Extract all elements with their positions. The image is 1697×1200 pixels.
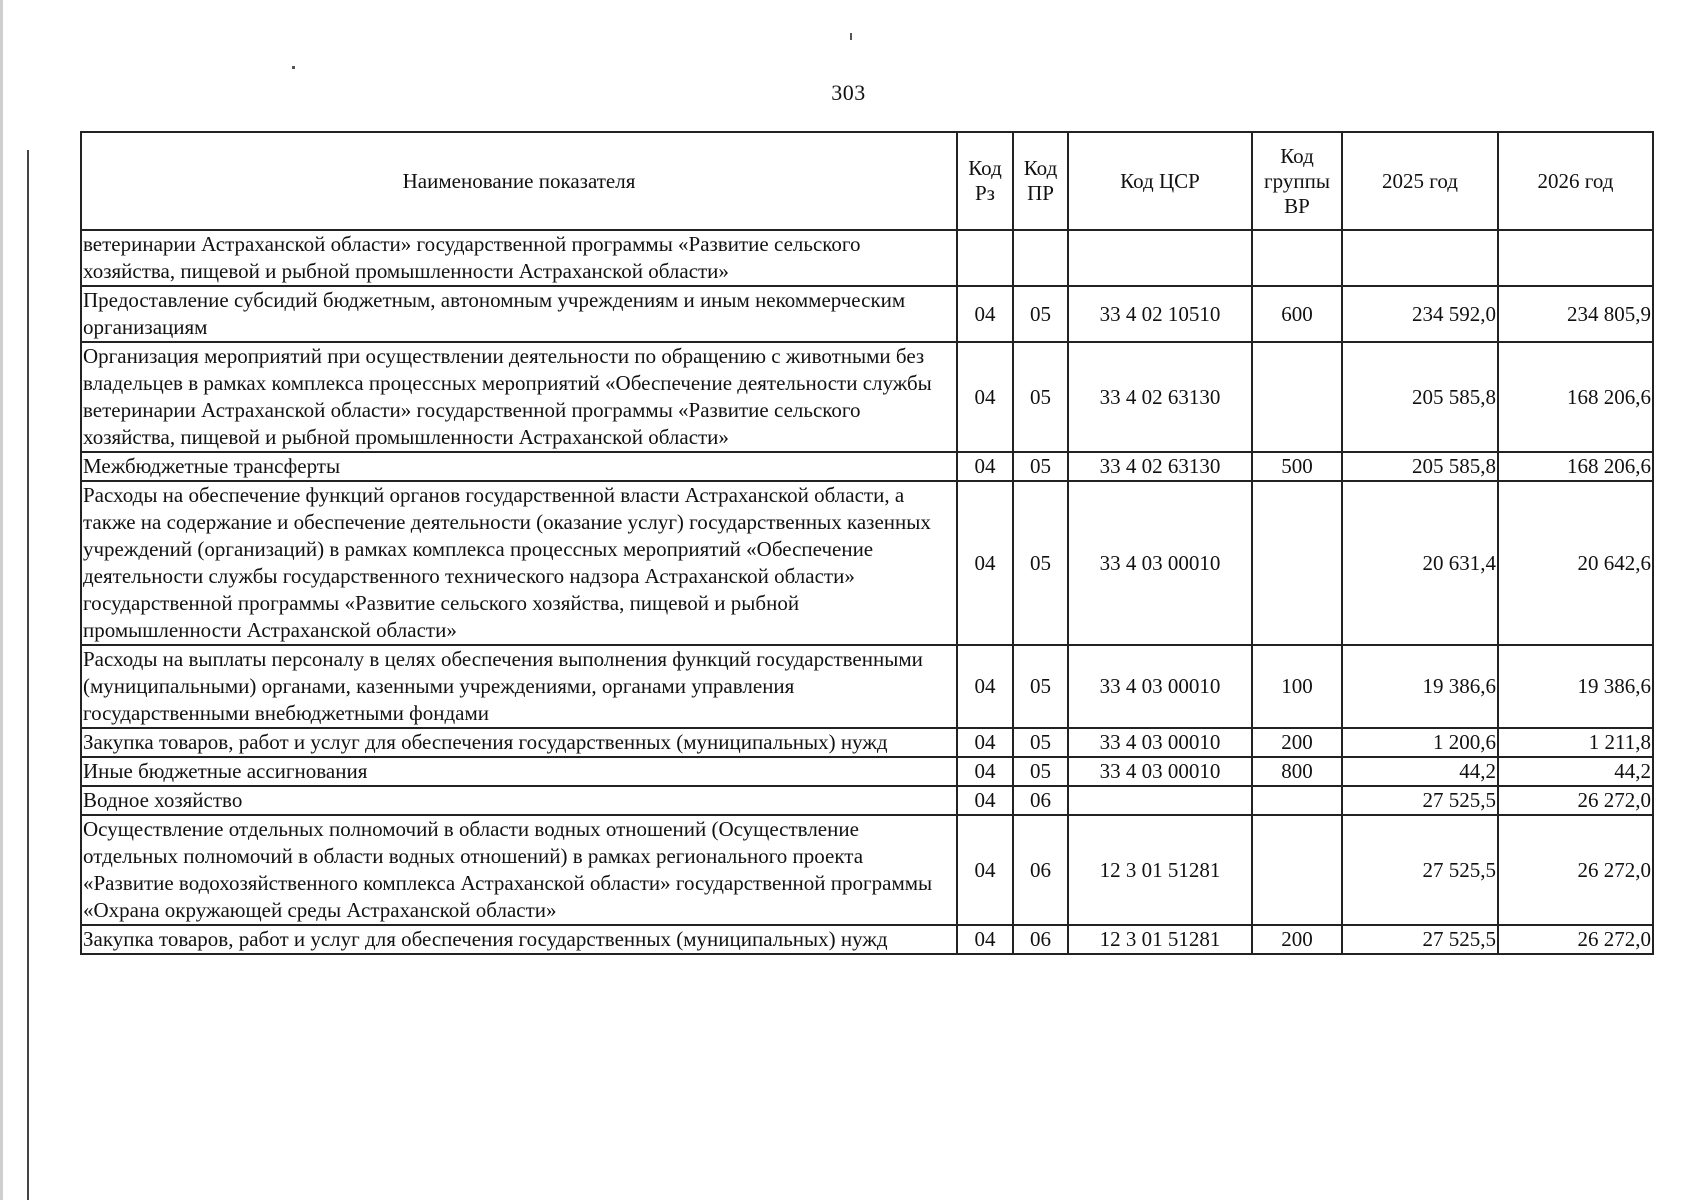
cell-rz: 04 [957,645,1013,728]
cell-pr: 05 [1013,452,1068,481]
cell-csr: 33 4 02 63130 [1068,452,1252,481]
table-row [81,645,1653,728]
cell-vr [1252,786,1342,815]
cell-2026 [1498,230,1653,286]
cell-name: Организация мероприятий при осуществлении деятельности по обращению с животными без владельцев в рамках комплекса процессных мероприятий «Обеспечение деятельности службы ветеринарии Астраханской области» государственной программы «Развитие сельского хозяйства, пищевой и рыбной промышленности Астраханской области» [81,342,957,452]
scan-speck [850,33,852,40]
table-row [81,230,1653,286]
cell-2026: 44,2 [1498,757,1653,786]
page-number: 303 [831,80,866,105]
cell-2026: 26 272,0 [1498,786,1653,815]
cell-name: Водное хозяйство [81,786,957,815]
cell-rz [957,230,1013,286]
cell-csr: 33 4 03 00010 [1068,757,1252,786]
cell-2025: 205 585,8 [1342,452,1498,481]
header-pr: Код ПР [1013,132,1068,230]
cell-pr: 06 [1013,815,1068,925]
header-vr: Код группы ВР [1252,132,1342,230]
cell-pr: 06 [1013,786,1068,815]
header-csr: Код ЦСР [1068,132,1252,230]
scan-speck [292,66,295,69]
table-row [81,342,1653,452]
cell-2025: 20 631,4 [1342,481,1498,645]
cell-2026: 1 211,8 [1498,728,1653,757]
cell-pr: 05 [1013,286,1068,342]
cell-vr [1252,815,1342,925]
binding-line [27,150,29,1200]
cell-2026: 20 642,6 [1498,481,1653,645]
cell-csr [1068,786,1252,815]
cell-rz: 04 [957,925,1013,954]
table-row [81,481,1653,645]
cell-csr [1068,230,1252,286]
cell-name: Расходы на обеспечение функций органов государственной власти Астраханской области, а также на содержание и обеспечение деятельности (оказание услуг) государственных казенных учреждений (организаций) в рамках комплекса процессных мероприятий «Обеспечение деятельности службы государственного технического надзора Астраханской области» государственной программы «Развитие сельского хозяйства, пищевой и рыбной промышленности Астраханской области» [81,481,957,645]
cell-2025: 205 585,8 [1342,342,1498,452]
cell-rz: 04 [957,786,1013,815]
table-header [81,132,1653,230]
cell-2026: 168 206,6 [1498,342,1653,452]
table-row [81,925,1653,954]
cell-name: Предоставление субсидий бюджетным, автономным учреждениям и иным некоммерческим организациям [81,286,957,342]
cell-2026: 19 386,6 [1498,645,1653,728]
cell-csr: 33 4 03 00010 [1068,645,1252,728]
cell-2025: 19 386,6 [1342,645,1498,728]
cell-csr: 33 4 03 00010 [1068,728,1252,757]
header-2026: 2026 год [1498,132,1653,230]
cell-name: Расходы на выплаты персоналу в целях обеспечения выполнения функций государственными (муниципальными) органами, казенными учреждениями, органами управления государственными внебюджетными фондами [81,645,957,728]
cell-rz: 04 [957,728,1013,757]
cell-vr [1252,342,1342,452]
header-name: Наименование показателя [81,132,957,230]
cell-rz: 04 [957,481,1013,645]
cell-rz: 04 [957,815,1013,925]
cell-2025: 27 525,5 [1342,786,1498,815]
cell-rz: 04 [957,286,1013,342]
cell-csr: 33 4 02 63130 [1068,342,1252,452]
cell-pr: 05 [1013,645,1068,728]
cell-pr: 05 [1013,481,1068,645]
cell-name: Закупка товаров, работ и услуг для обеспечения государственных (муниципальных) нужд [81,728,957,757]
table-row [81,786,1653,815]
cell-vr: 100 [1252,645,1342,728]
scan-edge [0,0,3,1200]
budget-table [80,131,1654,955]
cell-2025: 1 200,6 [1342,728,1498,757]
cell-2025: 27 525,5 [1342,925,1498,954]
header-2025: 2025 год [1342,132,1498,230]
table-row [81,728,1653,757]
cell-2026: 234 805,9 [1498,286,1653,342]
cell-pr: 05 [1013,757,1068,786]
cell-pr: 05 [1013,728,1068,757]
cell-2025: 44,2 [1342,757,1498,786]
cell-vr [1252,230,1342,286]
table-row [81,452,1653,481]
cell-vr: 600 [1252,286,1342,342]
cell-csr: 12 3 01 51281 [1068,925,1252,954]
table-row [81,757,1653,786]
table-body [81,230,1653,954]
cell-vr [1252,481,1342,645]
cell-csr: 33 4 03 00010 [1068,481,1252,645]
cell-vr: 800 [1252,757,1342,786]
cell-vr: 200 [1252,728,1342,757]
cell-pr: 06 [1013,925,1068,954]
cell-2025 [1342,230,1498,286]
cell-csr: 12 3 01 51281 [1068,815,1252,925]
table-row [81,286,1653,342]
cell-rz: 04 [957,452,1013,481]
cell-rz: 04 [957,342,1013,452]
cell-pr [1013,230,1068,286]
cell-2026: 168 206,6 [1498,452,1653,481]
cell-rz: 04 [957,757,1013,786]
cell-vr: 500 [1252,452,1342,481]
cell-2025: 27 525,5 [1342,815,1498,925]
cell-name: ветеринарии Астраханской области» государственной программы «Развитие сельского хозяйства, пищевой и рыбной промышленности Астраханской области» [81,230,957,286]
cell-vr: 200 [1252,925,1342,954]
cell-2026: 26 272,0 [1498,815,1653,925]
cell-name: Закупка товаров, работ и услуг для обеспечения государственных (муниципальных) нужд [81,925,957,954]
cell-csr: 33 4 02 10510 [1068,286,1252,342]
cell-name: Иные бюджетные ассигнования [81,757,957,786]
table-row [81,815,1653,925]
cell-name: Межбюджетные трансферты [81,452,957,481]
cell-name: Осуществление отдельных полномочий в области водных отношений (Осуществление отдельных полномочий в области водных отношений) в рамках регионального проекта «Развитие водохозяйственного комплекса Астраханской области» государственной программы «Охрана окружающей среды Астраханской области» [81,815,957,925]
cell-2025: 234 592,0 [1342,286,1498,342]
header-rz: Код Рз [957,132,1013,230]
cell-pr: 05 [1013,342,1068,452]
cell-2026: 26 272,0 [1498,925,1653,954]
